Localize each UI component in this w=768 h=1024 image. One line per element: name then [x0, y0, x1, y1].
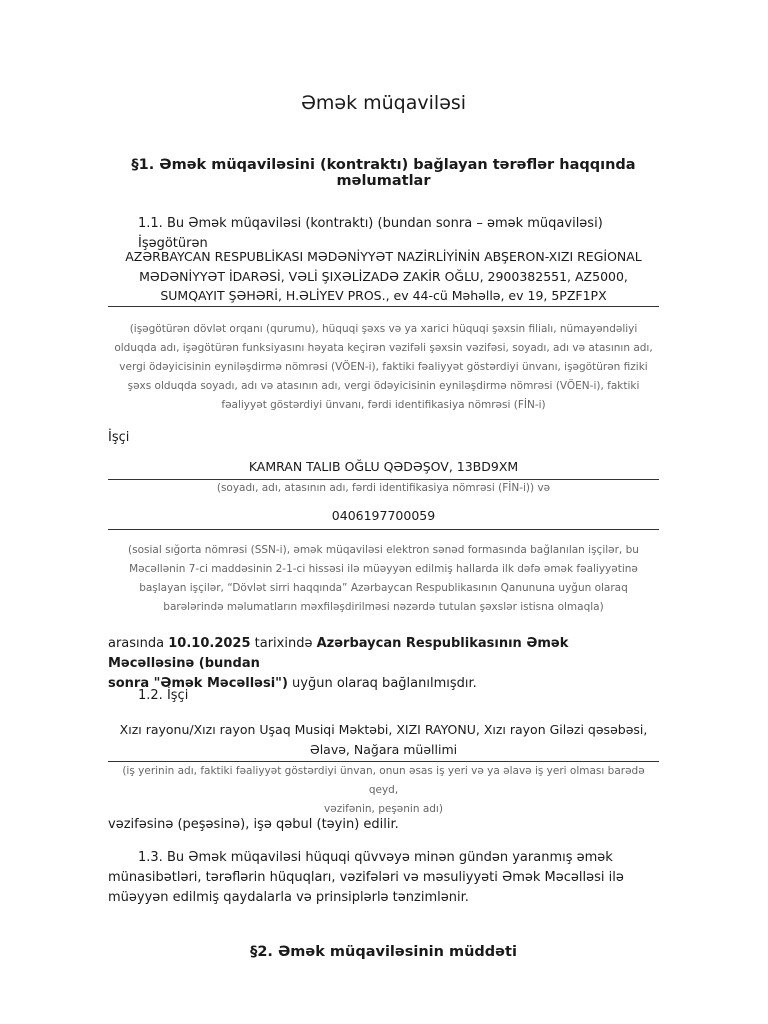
section-1-heading: §1. Əmək müqaviləsini (kontraktı) bağlayan tərəflər haqqında məlumatlar — [131, 157, 636, 189]
note-line: başlayan işçilər, “Dövlət sirri haqqında” Azərbaycan Respublikasının Qanununa uyğun olaraq — [139, 582, 628, 594]
note-line: fəaliyyət göstərdiyi ünvanı, fərdi identifikasiya nömrəsi (FİN-i) — [221, 399, 546, 411]
employee-label: İşçi — [108, 430, 130, 445]
document-title: Əmək müqaviləsi — [300, 92, 467, 114]
employee-name: KAMRAN TALIB OĞLU QƏDƏŞOV, 13BD9XM — [248, 459, 519, 474]
employee-ssn: 0406197700059 — [331, 508, 436, 523]
text-span: tarixində — [250, 636, 317, 651]
clause-1-2: 1.2. İşçi — [138, 688, 189, 703]
workplace-note — [108, 762, 659, 819]
clause-line: müəyyən edilmiş qaydalarla və prinsiplərlə tənzimlənir. — [108, 890, 469, 905]
note-line: barələrində məlumatların məxfiləşdirilməsi nəzərdə tutulan şəxslər istisna olmaqla) — [163, 601, 604, 613]
clause-line: münasibətləri, tərəflərin hüquqları, vəzifələri və məsuliyyəti Əmək Məcəlləsi ilə — [108, 870, 624, 885]
labor-code-name-cont: sonra "Əmək Məcəlləsi") — [108, 676, 288, 691]
workplace-details — [108, 720, 659, 759]
note-line: vəzifənin, peşənin adı) — [324, 803, 443, 815]
note-line: (işəgötürən dövlət orqanı (qurumu), hüquqi şəxs və ya xarici hüquqi şəxsin filialı, nümayəndəliyi — [129, 323, 638, 335]
ssn-underline — [108, 529, 659, 530]
clause-line: 1.3. Bu Əmək müqaviləsi hüquqi qüvvəyə minən gündən yaranmış əmək — [138, 850, 613, 865]
employer-underline — [108, 306, 659, 307]
note-line: (iş yerinin adı, faktiki fəaliyyət göstərdiyi ünvan, onun əsas iş yeri və ya əlavə iş yeri olması barədə qeyd, — [122, 765, 645, 796]
section-2-heading: §2. Əmək müqaviləsinin müddəti — [250, 944, 517, 960]
note-line: şəxs olduqda soyadı, adı və atasının adı, vergi ödəyicisinin eyniləşdirmə nömrəsi (VÖEN-i), faktiki — [127, 380, 640, 392]
contract-date: 10.10.2025 — [168, 636, 251, 651]
note-line: Məcəllənin 7-ci maddəsinin 2-1-ci hissəsi ilə müəyyən edilmiş hallarda ilk dəfə əmək fəaliyyətinə — [129, 563, 638, 575]
note-line: (sosial sığorta nömrəsi (SSN-i), əmək müqaviləsi elektron sənəd formasında bağlanılan işçilər, bu — [128, 544, 639, 556]
agreement-date-paragraph — [108, 634, 659, 694]
position-text: vəzifəsinə (peşəsinə), işə qəbul (təyin) edilir. — [108, 817, 399, 832]
labor-code-name: Azərbaycan Respublikasının Əmək Məcəlləsinə (bundan — [108, 636, 569, 671]
employer-line: SUMQAYIT ŞƏHƏRİ, H.ƏLİYEV PROS., ev 44-cü Məhəllə, ev 19, 5PZF1PX — [160, 288, 607, 303]
clause-1-3 — [108, 848, 659, 908]
note-line: olduqda adı, işəgötürən funksiyasını həyata keçirən vəzifəli şəxsin vəzifəsi, soyadı, adı və atasının adı, — [114, 342, 653, 354]
employer-note — [108, 320, 659, 415]
ssn-note — [108, 541, 659, 617]
employer-details — [108, 247, 659, 306]
workplace-line: Əlavə, Nağara müəllimi — [309, 741, 458, 757]
note-line: vergi ödəyicisinin eyniləşdirmə nömrəsi (VÖEN-i), faktiki fəaliyyət göstərdiyi ünvanı, işəgötürən fiziki — [119, 361, 648, 373]
text-span: uyğun olaraq bağlanılmışdır. — [287, 676, 477, 691]
employer-line: MƏDƏNİYYƏT İDARƏSİ, VƏLİ ŞIXƏLİZADƏ ZAKİR OĞLU, 2900382551, AZ5000, — [139, 268, 628, 284]
text-span: arasında — [108, 636, 169, 651]
employee-name-note: (soyadı, adı, atasının adı, fərdi identifikasiya nömrəsi (FİN-i)) və — [216, 482, 551, 494]
clause-1-1: 1.1. Bu Əmək müqaviləsi (kontraktı) (bundan sonra – əmək müqaviləsi) İşəgötürən — [138, 216, 603, 251]
employer-line: AZƏRBAYCAN RESPUBLİKASI MƏDƏNİYYƏT NAZİRLİYİNİN ABŞERON-XIZI REGİONAL — [125, 249, 642, 264]
workplace-line: Xızı rayonu/Xızı rayon Uşaq Musiqi Məktəbi, XIZI RAYONU, Xızı rayon Giləzi qəsəbəsi, — [119, 722, 648, 737]
